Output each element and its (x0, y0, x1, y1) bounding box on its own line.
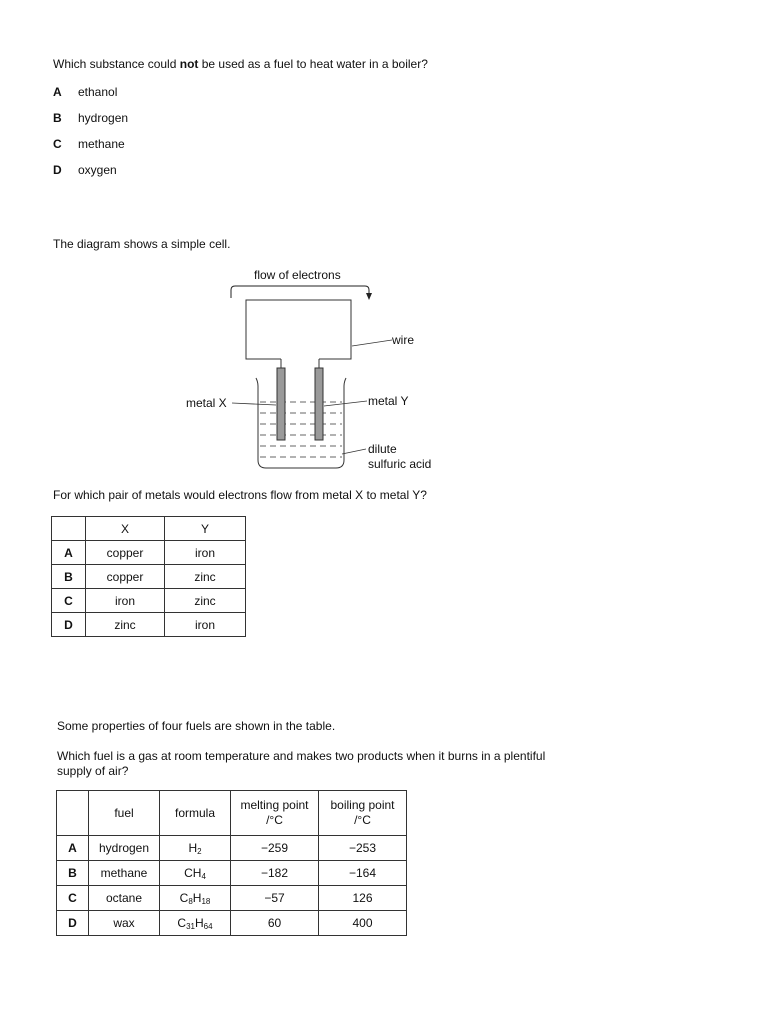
melting-point-unit: /°C (266, 813, 283, 827)
table-row (57, 911, 407, 936)
table-header-x: X (86, 517, 165, 541)
row-letter: A (57, 836, 89, 861)
row-letter: C (52, 589, 86, 613)
table-header-y: Y (165, 517, 246, 541)
table-header-blank (52, 517, 86, 541)
q1-option-c-text: methane (78, 137, 125, 151)
q1-option-b-text: hydrogen (78, 111, 129, 125)
q1-stem-pre: Which substance could (53, 57, 180, 71)
row-letter: D (57, 911, 89, 936)
q1-option-d-text: oxygen (78, 163, 117, 177)
row-x: iron (86, 589, 165, 613)
q2-question: For which pair of metals would electrons flow from metal X to metal Y? (53, 488, 427, 502)
q3-intro: Some properties of four fuels are shown in the table. (57, 719, 336, 733)
row-y: iron (165, 613, 246, 637)
acid-liquid (260, 402, 342, 457)
table-row (52, 613, 246, 637)
q1-option-a (53, 85, 62, 99)
metal-x-label: metal X (186, 396, 227, 410)
option-letter: C (53, 137, 62, 151)
option-letter: D (53, 163, 62, 177)
row-boiling-point: −164 (319, 861, 407, 886)
wire-loop (246, 300, 351, 359)
table-header-row (52, 517, 246, 541)
row-letter: B (57, 861, 89, 886)
row-y: zinc (165, 589, 246, 613)
table-header-melting-point (231, 791, 319, 836)
row-fuel: octane (89, 886, 160, 911)
row-letter: D (52, 613, 86, 637)
row-boiling-point: 126 (319, 886, 407, 911)
table-row (52, 565, 246, 589)
row-letter: B (52, 565, 86, 589)
q3-question-line-1: Which fuel is a gas at room temperature and makes two products when it burns in a plentiful (57, 749, 546, 763)
row-fuel: wax (89, 911, 160, 936)
row-fuel: methane (89, 861, 160, 886)
q1-option-d (53, 163, 62, 177)
row-boiling-point: 400 (319, 911, 407, 936)
metal-x-electrode (277, 368, 285, 440)
acid-label-dilute: dilute (368, 442, 397, 456)
metal-y-electrode (315, 368, 323, 440)
row-melting-point: −57 (231, 886, 319, 911)
row-melting-point: −259 (231, 836, 319, 861)
boiling-point-label: boiling point (330, 798, 395, 812)
acid-label-sulfuric: sulfuric acid (368, 457, 432, 471)
table-row (52, 589, 246, 613)
wire-label: wire (392, 333, 415, 347)
acid-label-line (342, 449, 366, 454)
melting-point-label: melting point (240, 798, 309, 812)
table-header-boiling-point (319, 791, 407, 836)
cell-diagram-svg (180, 260, 460, 475)
table-row (52, 541, 246, 565)
row-y: iron (165, 541, 246, 565)
flow-arrowhead (366, 293, 372, 300)
q2-intro: The diagram shows a simple cell. (53, 237, 231, 251)
table-header-blank (57, 791, 89, 836)
option-letter: A (53, 85, 62, 99)
q3-question-line-2: supply of air? (57, 764, 129, 778)
q2-answer-table (51, 516, 246, 637)
q1-stem (53, 57, 428, 71)
table-header-formula: formula (160, 791, 231, 836)
row-melting-point: 60 (231, 911, 319, 936)
simple-cell-diagram (180, 260, 460, 475)
q1-option-a-text: ethanol (78, 85, 118, 99)
q1-stem-bold: not (179, 57, 199, 71)
flow-arrow-bracket (231, 286, 369, 298)
table-header-row (57, 791, 407, 836)
row-formula: $C_8H_{18}$ (160, 886, 231, 911)
beaker (256, 378, 346, 468)
flow-of-electrons-label: flow of electrons (254, 268, 341, 282)
q1-option-c (53, 137, 62, 151)
row-formula: $C_{31}H_{64}$ (160, 911, 231, 936)
row-letter: C (57, 886, 89, 911)
row-x: copper (86, 565, 165, 589)
metal-x-label-line (232, 403, 276, 405)
wire-label-line (352, 340, 392, 346)
option-letter: B (53, 111, 62, 125)
q1-stem-post: be used as a fuel to heat water in a boiler? (198, 57, 428, 71)
row-boiling-point: −253 (319, 836, 407, 861)
row-melting-point: −182 (231, 861, 319, 886)
table-row (57, 861, 407, 886)
row-letter: A (52, 541, 86, 565)
boiling-point-unit: /°C (354, 813, 371, 827)
table-row (57, 836, 407, 861)
row-formula: $CH_4$ (160, 861, 231, 886)
row-formula: $H_2$ (160, 836, 231, 861)
table-header-fuel: fuel (89, 791, 160, 836)
row-fuel: hydrogen (89, 836, 160, 861)
q3-fuels-table (56, 790, 407, 936)
row-x: copper (86, 541, 165, 565)
metal-y-label: metal Y (368, 394, 409, 408)
row-y: zinc (165, 565, 246, 589)
q1-option-b (53, 111, 62, 125)
table-row (57, 886, 407, 911)
row-x: zinc (86, 613, 165, 637)
